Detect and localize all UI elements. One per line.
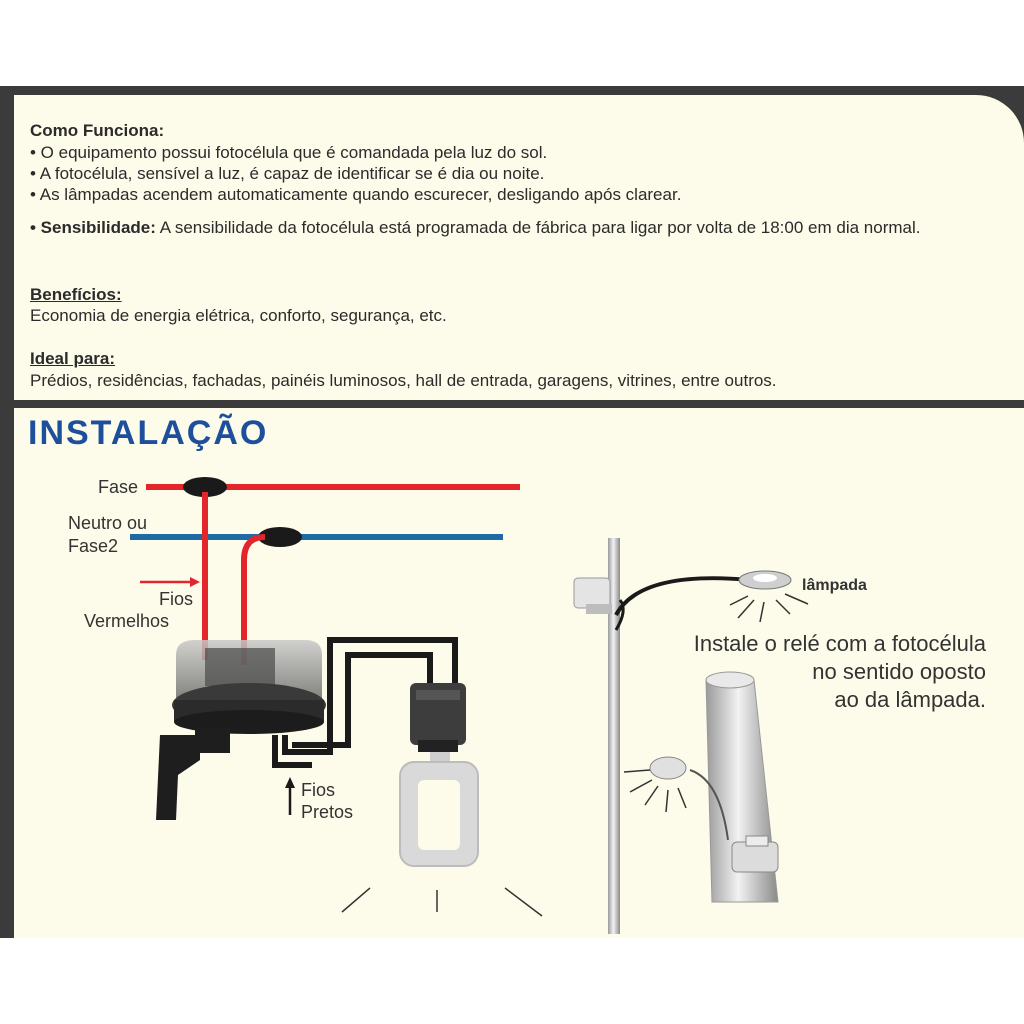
bullet-item: • As lâmpadas acendem automaticamente quando escurecer, desligando após clarear. [30, 185, 682, 204]
label-fios-vermelhos-1: Fios [159, 589, 194, 609]
lamp-bulb [400, 752, 478, 866]
bullet-item: • A fotocélula, sensível a luz, é capaz de identificar se é dia ou noite. [30, 164, 545, 183]
ideal-heading: Ideal para: [30, 349, 116, 368]
label-fase: Fase [98, 477, 139, 497]
bullet-item: • O equipamento possui fotocélula que é comandada pela luz do sol. [30, 143, 548, 162]
installation-title: INSTALAÇÃO [28, 414, 269, 452]
label-lampada: lâmpada [802, 577, 867, 594]
como-funciona-heading: Como Funciona: [30, 121, 165, 140]
instruction-line-3: ao da lâmpada. [834, 687, 986, 712]
beneficios-heading: Benefícios: [30, 285, 122, 304]
label-fios-pretos-2: Pretos [301, 802, 354, 822]
instruction-line-2: no sentido oposto [812, 659, 986, 684]
red-arrow-head [190, 577, 200, 587]
instruction-line-1: Instale o relé com a fotocélula [693, 631, 986, 656]
label-neutro: Neutro ou [68, 513, 148, 533]
sensibilidade-label: • Sensibilidade: [30, 218, 156, 237]
sensibilidade-text: A sensibilidade da fotocélula está programada de fábrica para ligar por volta de 18:00 em dia normal. [155, 218, 921, 237]
ideal-text: Prédios, residências, fachadas, painéis luminosos, hall de entrada, garagens, vitrines, entre outros. [30, 371, 777, 390]
label-fios-pretos-1: Fios [301, 780, 336, 800]
post-with-relay [650, 672, 778, 902]
lamp-socket [410, 683, 466, 752]
label-fase2: Fase2 [68, 536, 119, 556]
label-fios-vermelhos-2: Vermelhos [84, 611, 170, 631]
beneficios-text: Economia de energia elétrica, conforto, segurança, etc. [30, 306, 447, 325]
